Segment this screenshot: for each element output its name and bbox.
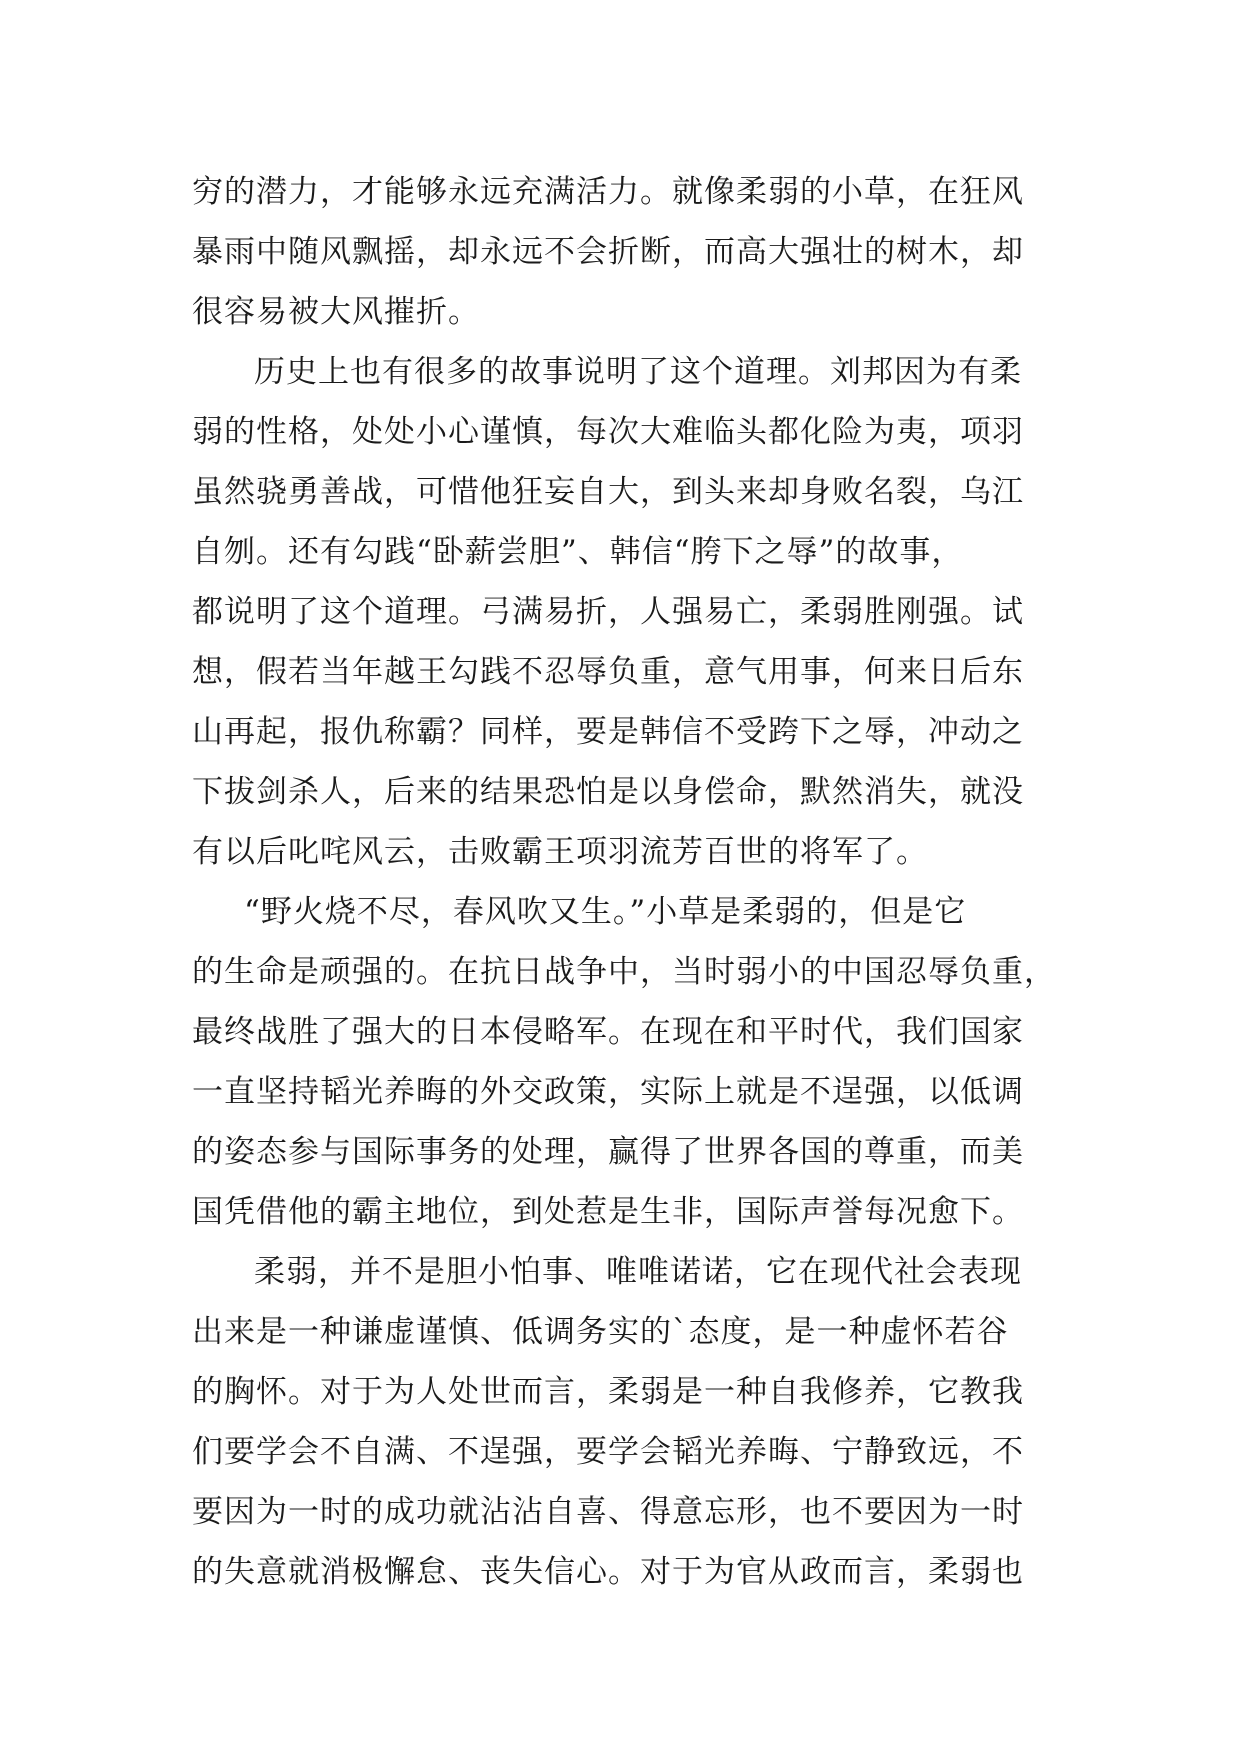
text-line: 虽然骁勇善战，可惜他狂妄自大，到头来却身败名裂，乌江 bbox=[192, 474, 1024, 510]
text-line: 国凭借他的霸主地位，到处惹是生非，国际声誉每况愈下。 bbox=[192, 1194, 1024, 1230]
text-line: 都说明了这个道理。弓满易折，人强易亡，柔弱胜刚强。试 bbox=[192, 594, 1024, 630]
text-line: 的生命是顽强的。在抗日战争中，当时弱小的中国忍辱负重， bbox=[192, 954, 1056, 990]
text-line: 最终战胜了强大的日本侵略军。在现在和平时代，我们国家 bbox=[192, 1014, 1024, 1050]
text-line: 出来是一种谦虚谨慎、低调务实的`态度，是一种虚怀若谷 bbox=[192, 1314, 1009, 1350]
text-line: 要因为一时的成功就沾沾自喜、得意忘形，也不要因为一时 bbox=[192, 1494, 1024, 1530]
text-line: 们要学会不自满、不逞强，要学会韬光养晦、宁静致远，不 bbox=[192, 1434, 1024, 1470]
paragraph-start-line: 历史上也有很多的故事说明了这个道理。刘邦因为有柔 bbox=[254, 354, 1022, 390]
text-line: 的胸怀。对于为人处世而言，柔弱是一种自我修养，它教我 bbox=[192, 1374, 1024, 1410]
text-line: 暴雨中随风飘摇，却永远不会折断，而高大强壮的树木，却 bbox=[192, 234, 1024, 270]
text-line: 穷的潜力，才能够永远充满活力。就像柔弱的小草，在狂风 bbox=[192, 174, 1024, 210]
paragraph-start-line: “野火烧不尽，春风吹又生。”小草是柔弱的，但是它 bbox=[244, 894, 967, 930]
text-line: 一直坚持韬光养晦的外交政策，实际上就是不逞强，以低调 bbox=[192, 1074, 1024, 1110]
text-line: 弱的性格，处处小心谨慎，每次大难临头都化险为夷，项羽 bbox=[192, 414, 1024, 450]
text-line: 很容易被大风摧折。 bbox=[192, 294, 480, 330]
paragraph-start-line: 柔弱，并不是胆小怕事、唯唯诺诺，它在现代社会表现 bbox=[254, 1254, 1022, 1290]
text-line: 的失意就消极懈怠、丧失信心。对于为官从政而言，柔弱也 bbox=[192, 1554, 1024, 1590]
text-line: 山再起，报仇称霸？同样，要是韩信不受跨下之辱，冲动之 bbox=[192, 714, 1024, 750]
text-line: 有以后叱咤风云，击败霸王项羽流芳百世的将军了。 bbox=[192, 834, 928, 870]
text-line: 自刎。还有勾践“卧薪尝胆”、韩信“胯下之辱”的故事， bbox=[192, 534, 964, 570]
text-line: 下拔剑杀人，后来的结果恐怕是以身偿命，默然消失，就没 bbox=[192, 774, 1024, 810]
text-line: 想，假若当年越王勾践不忍辱负重，意气用事，何来日后东 bbox=[192, 654, 1024, 690]
text-line: 的姿态参与国际事务的处理，赢得了世界各国的尊重，而美 bbox=[192, 1134, 1024, 1170]
body-text bbox=[192, 162, 1072, 1602]
